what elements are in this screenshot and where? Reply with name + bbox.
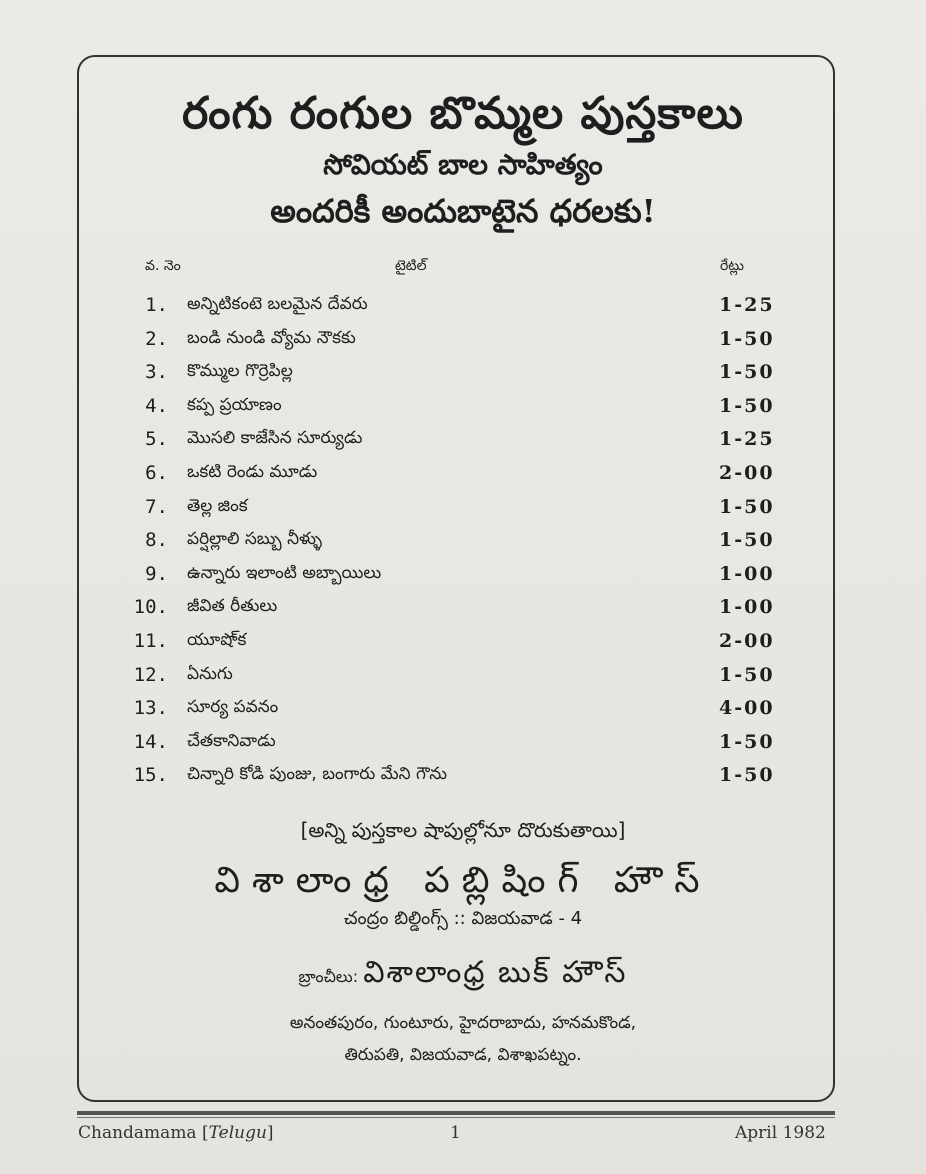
advert-subtitle: సోవియట్ బాల సాహిత్యం (323, 148, 603, 181)
book-number: 3. (145, 361, 168, 384)
book-price: 1-50 (719, 394, 775, 417)
book-price: 1-00 (719, 562, 775, 585)
column-header-title: టైటిల్ (395, 258, 427, 274)
book-row (0, 361, 926, 395)
book-price: 2-00 (719, 462, 775, 484)
book-price: 1-25 (719, 294, 775, 316)
column-header-price: రేట్లు (720, 258, 744, 274)
footer-magazine-name: Chandamama (78, 1123, 197, 1143)
book-price: 1-00 (719, 596, 775, 619)
book-price: 1-25 (719, 428, 775, 451)
book-number: 2. (145, 327, 168, 350)
book-row (0, 529, 926, 563)
branch-name: విశాలాంధ్ర బుక్ హౌస్ (363, 955, 628, 990)
book-price: 2-00 (719, 630, 775, 652)
book-price: 1-50 (719, 529, 775, 552)
book-row (0, 697, 926, 731)
footer-page-number: 1 (450, 1123, 461, 1143)
book-row (0, 630, 926, 664)
book-row (0, 764, 926, 798)
book-number: 14. (133, 730, 168, 753)
book-title: బండి నుండి వ్యోమ నౌకకు (187, 327, 356, 348)
book-title: చేతకానివాడు (187, 730, 276, 751)
advert-title: రంగు రంగుల బొమ్మల పుస్తకాలు (182, 88, 744, 139)
book-title: ఒకటి రెండు మూడు (187, 462, 318, 482)
book-row (0, 731, 926, 765)
book-number: 8. (145, 529, 168, 552)
footer-date: April 1982 (735, 1123, 826, 1143)
book-price: 1-50 (719, 764, 775, 787)
book-row (0, 294, 926, 328)
book-number: 6. (145, 462, 168, 484)
book-title: సూర్య పవనం (187, 697, 279, 718)
book-price: 1-50 (719, 663, 775, 686)
footer-rule (77, 1111, 835, 1115)
branch-cities-line1: అనంతపురం, గుంటూరు, హైదరాబాదు, హనమకొండ, (289, 1013, 637, 1033)
footer-magazine: Chandamama [Telugu] (78, 1123, 274, 1143)
book-title: యూషొ్క (187, 630, 247, 650)
book-number: 1. (145, 294, 168, 316)
book-row (0, 496, 926, 530)
book-row (0, 462, 926, 496)
book-title: తెల్ల జింక (187, 495, 248, 516)
book-row (0, 596, 926, 630)
book-number: 7. (145, 495, 168, 518)
book-number: 10. (133, 596, 168, 619)
column-header-number: వ. నెం (145, 258, 181, 274)
book-row (0, 664, 926, 698)
book-price: 1-50 (719, 495, 775, 518)
book-number: 4. (145, 394, 168, 417)
book-row (0, 563, 926, 597)
book-title: ఏనుగు (187, 663, 233, 684)
book-title: మొసలి కాజేసిన సూర్యుడు (187, 428, 363, 449)
book-title: ఉన్నారు ఇలాంటి అబ్బాయిలు (187, 562, 382, 583)
book-number: 11. (133, 630, 168, 652)
footer-rule-thin (77, 1117, 835, 1118)
footer-language: Telugu (208, 1123, 267, 1143)
book-number: 13. (133, 697, 168, 720)
publisher-address: చంద్రం బిల్డింగ్స్ :: విజయవాడ - 4 (343, 908, 583, 929)
book-row (0, 328, 926, 362)
book-price: 4-00 (719, 697, 775, 720)
branch-label: బ్రాంచీలు: (298, 967, 359, 986)
book-title: జీవిత రీతులు (187, 596, 278, 617)
book-price: 1-50 (719, 361, 775, 384)
book-number: 9. (145, 562, 168, 585)
book-price: 1-50 (719, 730, 775, 753)
book-price: 1-50 (719, 327, 775, 350)
book-title: అన్నిటికంటె బలమైన దేవరు (187, 294, 368, 314)
book-number: 5. (145, 428, 168, 451)
book-number: 15. (133, 764, 168, 787)
book-title: కప్ప ప్రయాణం (187, 394, 282, 415)
availability-note: [అన్ని పుస్తకాల షాపుల్లోనూ దొరుకుతాయి] (300, 818, 626, 842)
book-title: కొమ్ముల గొర్రెపిల్ల (187, 361, 293, 382)
branch-cities-line2: తిరుపతి, విజయవాడ, విశాఖపట్నం. (344, 1045, 582, 1065)
advert-tagline: అందరికీ అందుబాటైన ధరలకు! (270, 192, 656, 230)
book-row (0, 428, 926, 462)
book-number: 12. (133, 663, 168, 686)
book-title: చిన్నారి కోడి పుంజు, బంగారు మేని గౌను (187, 764, 448, 785)
publisher-name: విశాలాంధ్ర పబ్లిషింగ్ హౌస్ (214, 860, 712, 901)
branch-line (0, 955, 926, 997)
book-row (0, 395, 926, 429)
book-title: పర్షిల్లాలి సబ్బు నీళ్ళు (187, 529, 323, 550)
